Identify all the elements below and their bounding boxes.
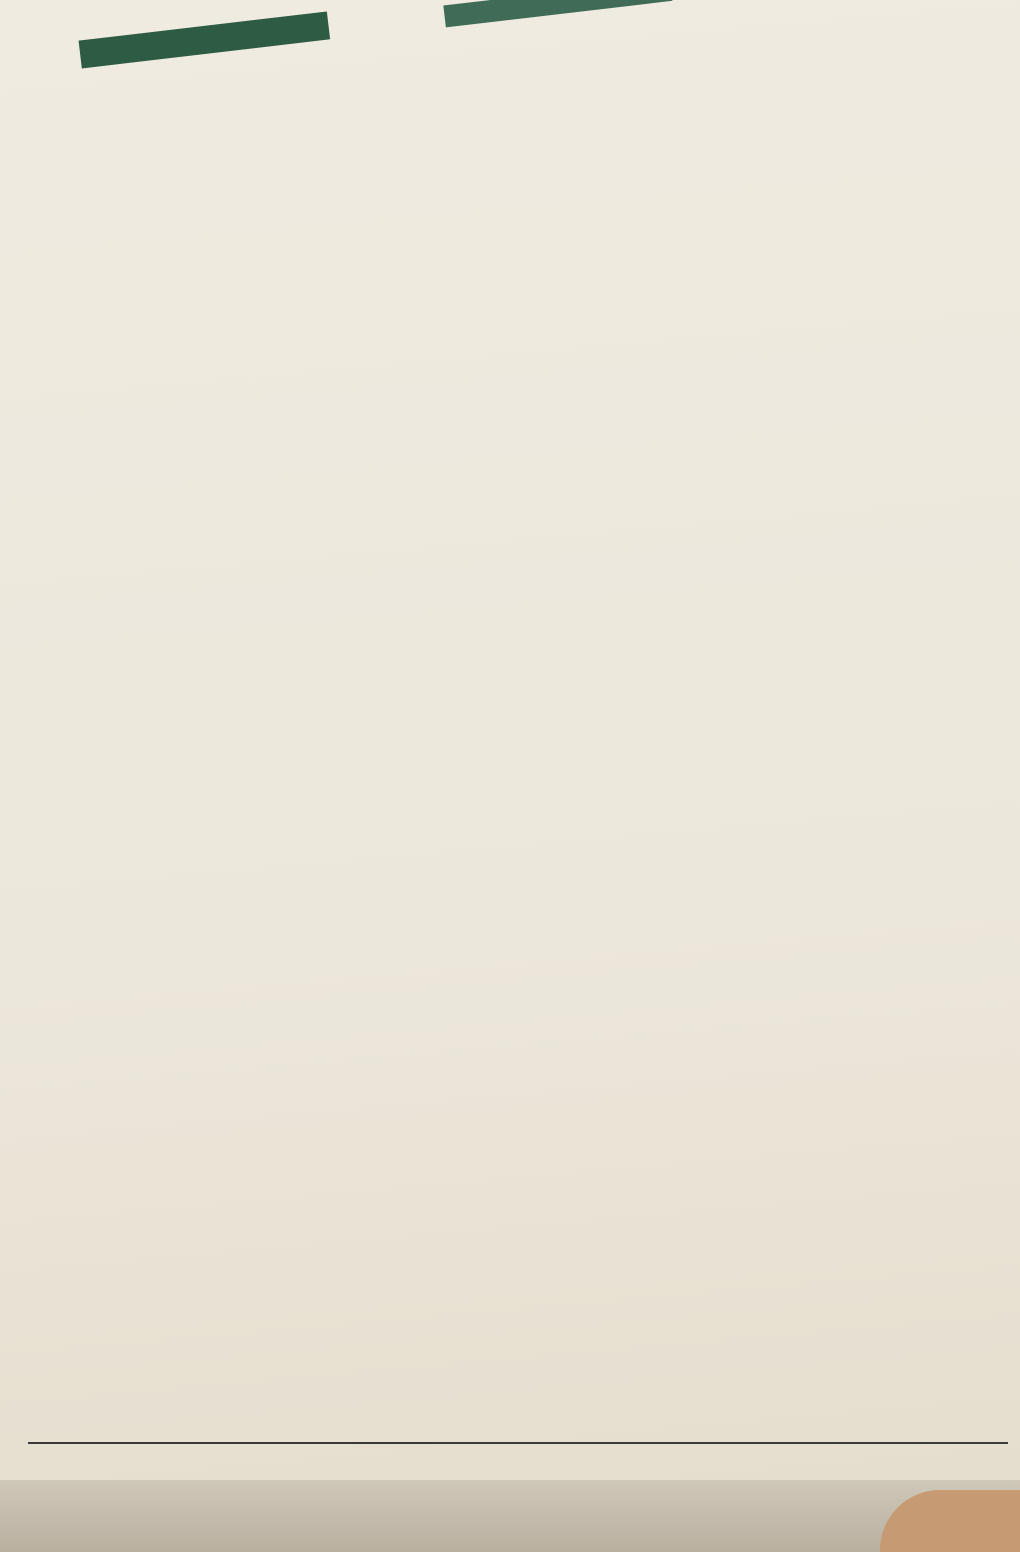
- footer-divider: [28, 1442, 1008, 1444]
- photo-shadow: [0, 1480, 1020, 1552]
- questions-bottom-section: [56, 666, 1016, 723]
- question-block-last-options: [56, 666, 1016, 723]
